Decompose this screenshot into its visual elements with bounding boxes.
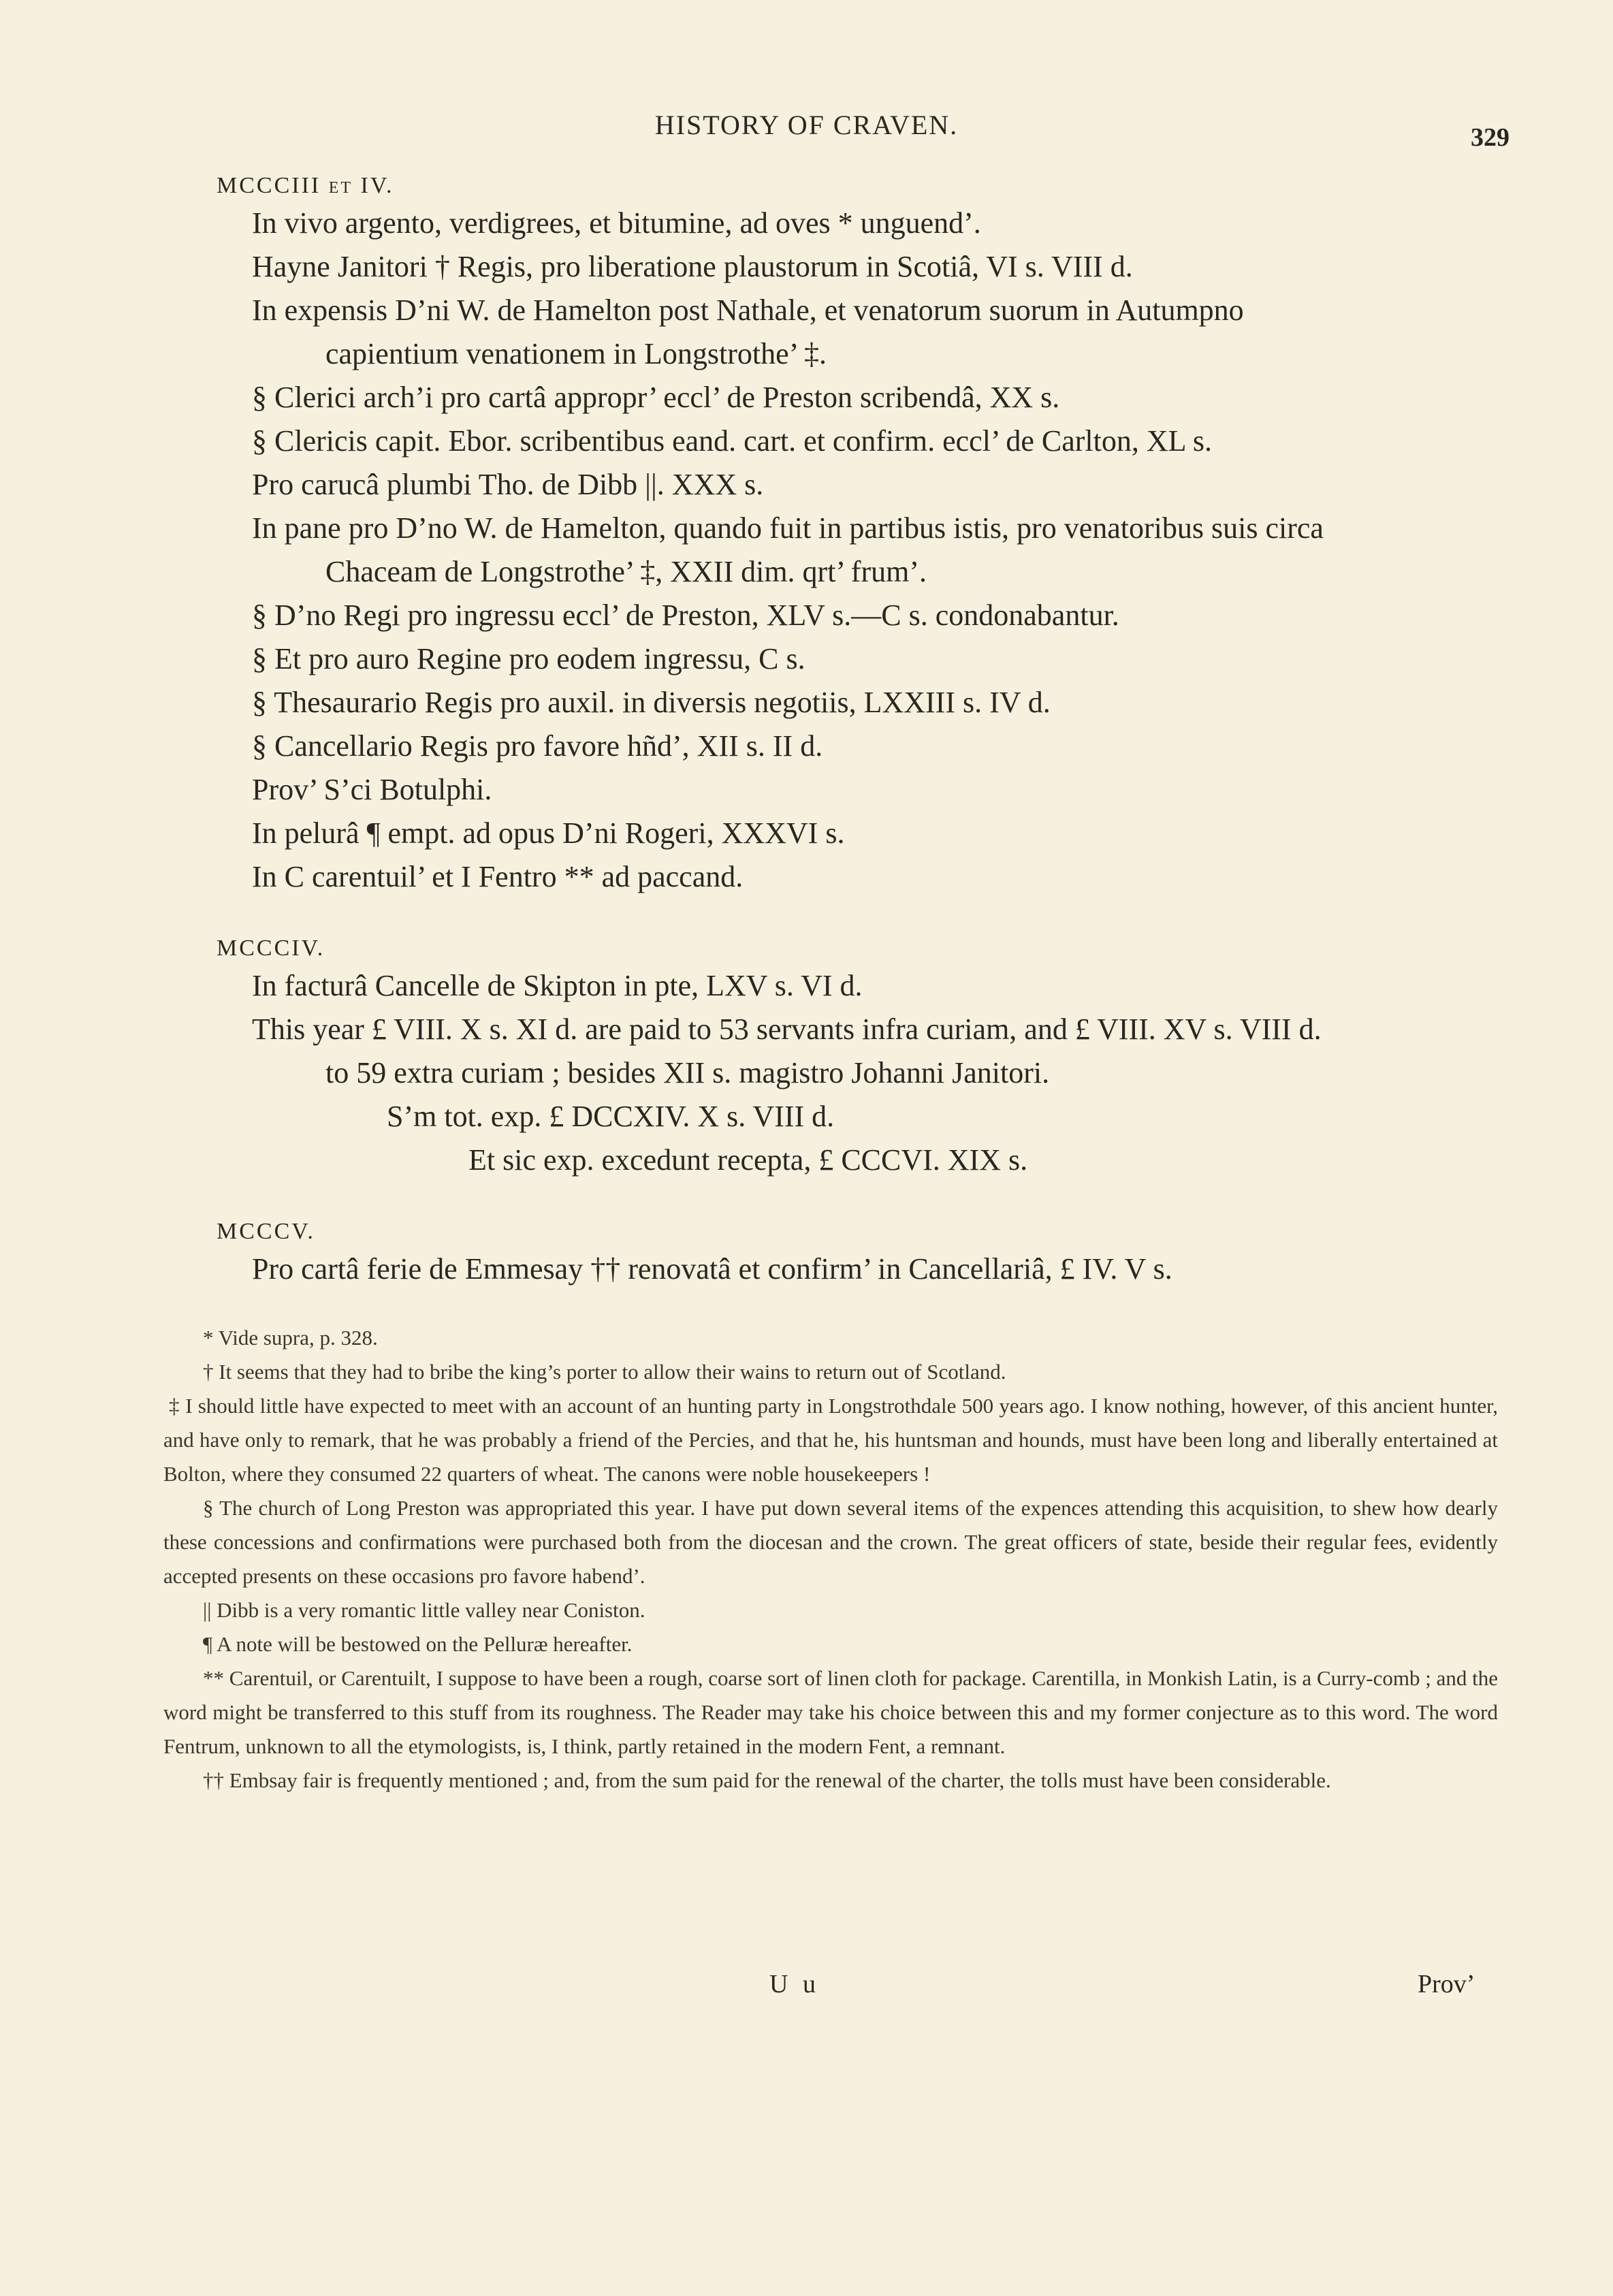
entry-line: Et sic exp. excedunt recepta, £ CCCVI. XIX s. bbox=[468, 1143, 1028, 1177]
entry-line: Prov’ S’ci Botulphi. bbox=[252, 773, 492, 806]
section-1305 bbox=[217, 1219, 1524, 1291]
entry-line: Pro cartâ ferie de Emmesay †† renovatâ et confirm’ in Cancellariâ, £ IV. V s. bbox=[252, 1252, 1172, 1286]
section-gap bbox=[217, 1182, 1524, 1209]
catchword: Prov’ bbox=[1418, 1970, 1475, 1998]
running-head: HISTORY OF CRAVEN. bbox=[654, 110, 959, 140]
footnote: § The church of Long Preston was appropriated this year. I have put down several items of the expences attending this acquisition, to shew how dearly these concessions and confirmations were purchased both from the diocesan and the crown. The great officers of state, beside their regular fees, evidently accepted presents on these occasions pro favore habend’. bbox=[163, 1496, 1498, 1588]
footnote: ‡ I should little have expected to meet with an account of an hunting party in Longstrothdale 500 years ago. I know nothing, however, of this ancient hunter, and have only to remark, that he was probably a friend of the Percies, and that he, his huntsman and hounds, must have been long and liberally entertained at Bolton, where they consumed 22 quarters of wheat. The canons were noble housekeepers ! bbox=[163, 1394, 1498, 1486]
entry-line: to 59 extra curiam ; besides XII s. magistro Johanni Janitori. bbox=[325, 1056, 1050, 1089]
entry-line: In facturâ Cancelle de Skipton in pte, LXV s. VI d. bbox=[252, 969, 863, 1002]
section-1304 bbox=[217, 936, 1524, 1182]
year-heading: MCCCIII et IV. bbox=[217, 173, 394, 198]
entry-line: § Clerici arch’i pro cartâ appropr’ eccl’ de Preston scribendâ, XX s. bbox=[252, 381, 1060, 414]
section-1303 bbox=[217, 173, 1524, 899]
entry-line: § Clericis capit. Ebor. scribentibus eand. cart. et confirm. eccl’ de Carlton, XL s. bbox=[252, 424, 1212, 458]
entry-line: In expensis D’ni W. de Hamelton post Nathale, et venatorum suorum in Autumpno bbox=[252, 293, 1244, 327]
year-heading: MCCCV. bbox=[217, 1219, 315, 1244]
year-heading: MCCCIV. bbox=[217, 936, 325, 961]
footnotes bbox=[163, 1321, 1498, 1798]
entry-line: § Thesaurario Regis pro auxil. in diversis negotiis, LXXIII s. IV d. bbox=[252, 686, 1051, 719]
footnote: ¶ A note will be bestowed on the Pelluræ hereafter. bbox=[203, 1632, 633, 1656]
entry-line: S’m tot. exp. £ DCCXIV. X s. VIII d. bbox=[387, 1100, 835, 1133]
entry-line: This year £ VIII. X s. XI d. are paid to 53 servants infra curiam, and £ VIII. XV s. VIII d. bbox=[252, 1013, 1322, 1046]
footnote: †† Embsay fair is frequently mentioned ; and, from the sum paid for the renewal of the charter, the tolls must have been considerable. bbox=[203, 1768, 1331, 1792]
footnote: † It seems that they had to bribe the king’s porter to allow their wains to return out of Scotland. bbox=[203, 1360, 1006, 1384]
entry-line: In pelurâ ¶ empt. ad opus D’ni Rogeri, XXXVI s. bbox=[252, 816, 845, 850]
footnote: ** Carentuil, or Carentuilt, I suppose to have been a rough, coarse sort of linen cloth for package. Carentilla, in Monkish Latin, is a Curry-comb ; and the word might be transferred to this stuff from its roughness. The Reader may take his choice between this and my former conjecture as to this word. The word Fentrum, unknown to all the etymologists, is, I think, partly retained in the modern Fent, a remnant. bbox=[163, 1666, 1498, 1758]
footnote: || Dibb is a very romantic little valley near Coniston. bbox=[203, 1598, 645, 1622]
entry-line: Hayne Janitori † Regis, pro liberatione plaustorum in Scotiâ, VI s. VIII d. bbox=[252, 250, 1133, 283]
entry-line: Pro carucâ plumbi Tho. de Dibb ||. XXX s. bbox=[252, 468, 764, 501]
entry-line: In pane pro D’no W. de Hamelton, quando fuit in partibus istis, pro venatoribus suis circa bbox=[252, 511, 1324, 545]
entry-line: In vivo argento, verdigrees, et bitumine, ad oves * unguend’. bbox=[252, 206, 981, 240]
entry-line: § Et pro auro Regine pro eodem ingressu, C s. bbox=[252, 642, 805, 675]
entry-line: In C carentuil’ et I Fentro ** ad paccand. bbox=[252, 860, 744, 893]
entry-line: § D’no Regi pro ingressu eccl’ de Preston, XLV s.—C s. condonabantur. bbox=[252, 599, 1119, 632]
signature-mark: U u bbox=[769, 1970, 820, 1998]
account-entries bbox=[217, 163, 1524, 1291]
page-number: 329 bbox=[1471, 123, 1510, 152]
entry-line: § Cancellario Regis pro favore hñd’, XII s. II d. bbox=[252, 729, 823, 763]
entry-line: Chaceam de Longstrothe’ ‡, XXII dim. qrt’ frum’. bbox=[325, 555, 927, 588]
footnote: * Vide supra, p. 328. bbox=[203, 1326, 378, 1350]
entry-line: capientium venationem in Longstrothe’ ‡. bbox=[325, 337, 827, 370]
section-gap bbox=[217, 899, 1524, 926]
